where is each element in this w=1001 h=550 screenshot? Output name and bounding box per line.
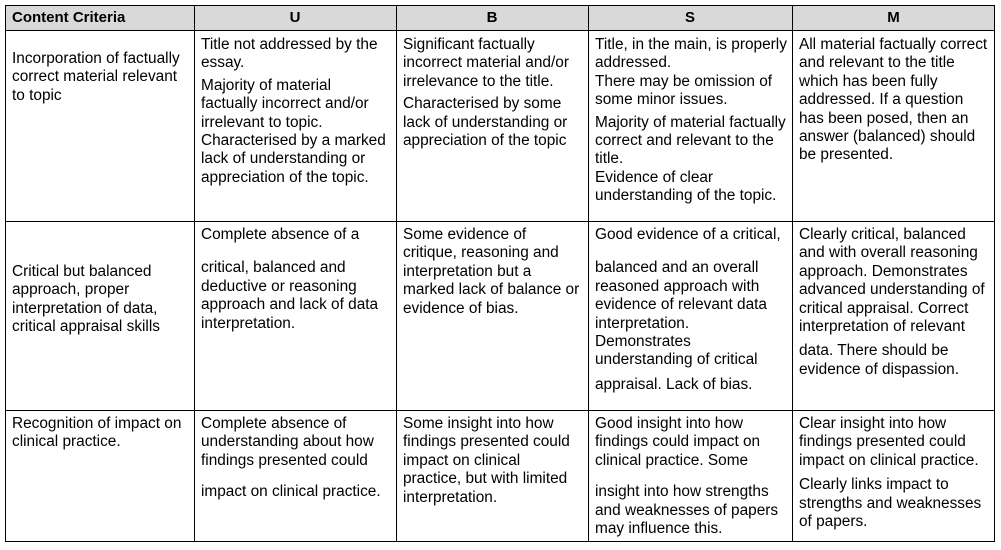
row2-s-para2: balanced and an overall reasoned approach with evidence of relevant data interpretation. Demonstrates understanding of critical: [595, 259, 767, 369]
row1-m-para1: All material factually correct and relevant to the title which has been fully addressed. If a question has been posed, then an answer (balanced) should be presented.: [799, 36, 988, 164]
header-grade-b: B: [486, 9, 498, 26]
row3-s-para1: Good insight into how findings could impact on clinical practice. Some: [595, 415, 761, 469]
row2-u-para1: Complete absence of a: [201, 226, 360, 243]
grid-line-top: [5, 5, 995, 6]
row2-criteria: [12, 263, 162, 337]
row3-b: [403, 415, 577, 507]
row1-b-para2: Characterised by some lack of understanding or appreciation of the topic: [403, 95, 568, 150]
header-grade-m: M: [887, 9, 900, 26]
header-grade-u: U: [289, 9, 301, 26]
grid-line-left: [5, 5, 6, 542]
row1-b: [403, 36, 581, 150]
grid-line-row2: [5, 410, 995, 411]
row3-b-para1: Some insight into how findings presented could impact on clinical practice, but with limited interpretation.: [403, 415, 570, 506]
row3-m-para1: Clear insight into how findings presented could impact on clinical practice.: [799, 415, 979, 469]
row1-s-para2: There may be omission of some minor issues.: [595, 72, 773, 109]
grid-line-bottom: [5, 541, 995, 542]
row1-s-para3: Majority of material factually correct and relevant to the title.: [595, 113, 786, 168]
grid-line-row1: [5, 221, 995, 222]
row3-m: [799, 415, 991, 531]
row1-b-para1: Significant factually incorrect material and/or irrelevance to the title.: [403, 36, 569, 90]
row1-criteria-text: Incorporation of factually correct material relevant to topic: [12, 50, 180, 104]
row2-m: [799, 226, 985, 379]
row1-u-para2: Majority of material factually incorrect and/or irrelevant to topic.: [201, 76, 369, 131]
row2-m-para2: data. There should be evidence of dispassion.: [799, 342, 959, 378]
grid-line-col2: [396, 5, 397, 542]
row3-s: [595, 415, 789, 538]
row3-u-para1: Complete absence of understanding about how findings presented could: [201, 415, 374, 469]
row3-criteria: [12, 415, 194, 452]
row2-s-para3: appraisal. Lack of bias.: [595, 375, 753, 393]
grid-line-right: [994, 5, 995, 542]
content-criteria-table: [5, 5, 995, 542]
row2-m-para1: Clearly critical, balanced and with overall reasoning approach. Demonstrates advanced understanding of critical appraisal. Correct interpretation of relevant: [799, 226, 985, 336]
row2-u-para2: critical, balanced and deductive or reasoning approach and lack of data interpretation.: [201, 259, 379, 332]
grid-line-col1: [194, 5, 195, 542]
header-grade-s: S: [684, 9, 695, 26]
row2-s-para1: Good evidence of a critical,: [595, 226, 781, 243]
row1-s: [595, 36, 787, 206]
row3-m-para2: Clearly links impact to strengths and weaknesses of papers.: [799, 476, 982, 531]
row1-u-para1: Title not addressed by the essay.: [201, 36, 378, 72]
row3-criteria-text: Recognition of impact on clinical practice.: [12, 415, 182, 451]
row1-s-para1: Title, in the main, is properly addressed.: [595, 36, 787, 72]
grid-line-col3: [588, 5, 589, 542]
header-content-criteria: Content Criteria: [12, 9, 126, 26]
row1-s-para4: Evidence of clear understanding of the topic.: [595, 168, 777, 205]
row1-u-para3: Characterised by a marked lack of understanding or appreciation of the topic.: [201, 132, 386, 186]
row3-u-para2: impact on clinical practice.: [201, 483, 381, 501]
row1-u: [201, 36, 391, 187]
row3-u: [201, 415, 391, 502]
row2-b-para1: Some evidence of critique, reasoning and interpretation but a marked lack of balance or evidence of bias.: [403, 226, 580, 317]
grid-line-col4: [792, 5, 793, 542]
row2-criteria-text: Critical but balanced approach, proper interpretation of data, critical appraisal skills: [12, 263, 160, 336]
row2-s: [595, 226, 789, 394]
row1-m: [799, 36, 991, 165]
row2-u: [201, 226, 391, 333]
row3-s-para2: insight into how strengths and weaknesses of papers may influence this.: [595, 483, 779, 538]
row2-b: [403, 226, 581, 318]
row1-criteria: [12, 50, 192, 105]
grid-line-header: [5, 30, 995, 31]
